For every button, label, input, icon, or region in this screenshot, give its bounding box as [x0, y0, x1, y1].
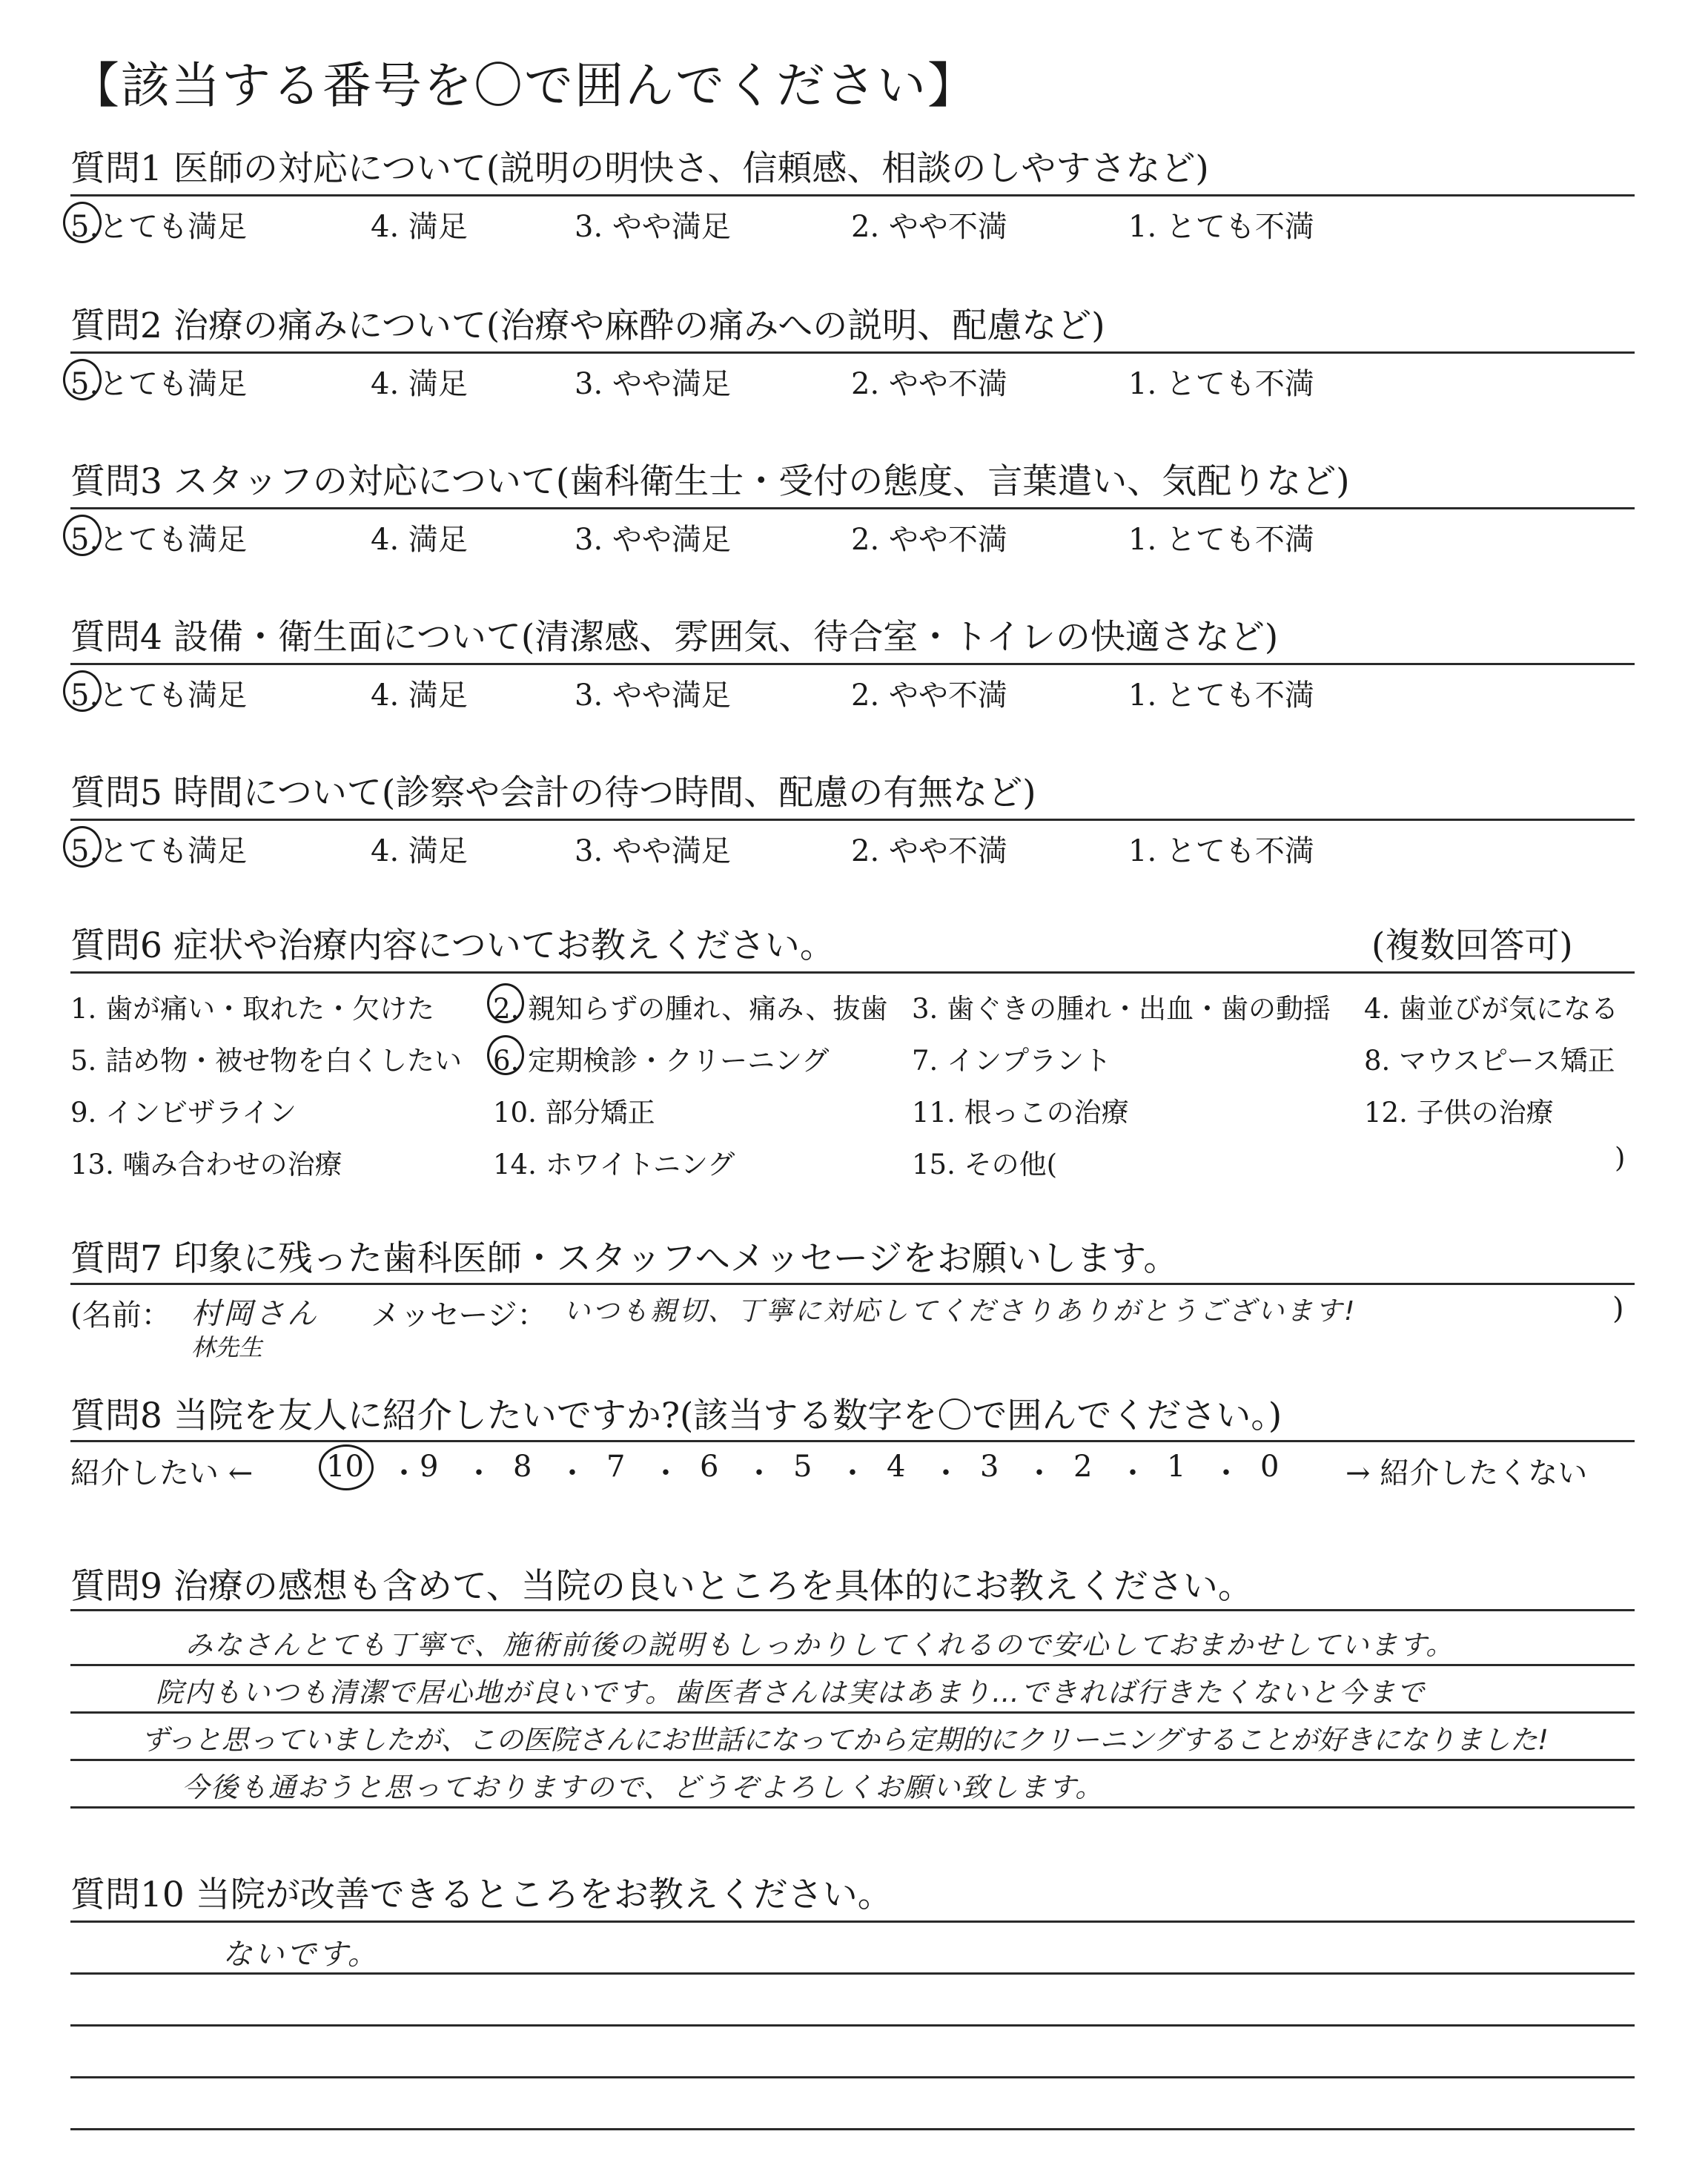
q6-option: 12. 子供の治療 — [1364, 1097, 1554, 1129]
q7-name-2: 林先生 — [191, 1333, 263, 1361]
q8-right-label: → 紹介したくない — [1345, 1456, 1588, 1490]
q8-scale-dot: ・ — [838, 1456, 867, 1490]
q7-close-paren: ) — [1612, 1292, 1624, 1326]
q4-option-1: 1. とても不満 — [1128, 678, 1314, 713]
q3-selected-circle — [63, 515, 102, 556]
q4-label: 質問4 設備・衛生面について(清潔感、雰囲気、待合室・トイレの快適さなど) — [70, 617, 1279, 658]
q8-label: 質問8 当院を友人に紹介したいですか?(該当する数字を〇で囲んでください。) — [70, 1396, 1282, 1436]
q9-writing-line — [70, 1806, 1635, 1809]
q3-option-4: 4. 満足 — [371, 523, 468, 557]
q8-scale-value: 6 — [700, 1450, 719, 1484]
q5-selected-circle — [63, 826, 102, 868]
q3-option-5: 5.とても満足 — [70, 523, 248, 557]
q5-rule — [70, 819, 1635, 821]
q4-selected-circle — [63, 670, 102, 712]
q7-label: 質問7 印象に残った歯科医師・スタッフへメッセージをお願いします。 — [70, 1238, 1179, 1279]
q6-option: 15. その他( — [912, 1149, 1058, 1180]
q2-option-4: 4. 満足 — [371, 367, 468, 401]
q6-label: 質問6 症状や治療内容についてお教えください。 — [70, 925, 835, 966]
q8-left-label: 紹介したい ← — [70, 1456, 254, 1490]
q6-option: 9. インビザライン — [70, 1097, 297, 1129]
q7-message-prefix: メッセージ： — [371, 1298, 547, 1332]
q9-answer-line: ずっと思っていましたが、この医院さんにお世話になってから定期的にクリーニングすることが好きになりました! — [141, 1724, 1549, 1756]
q1-rule — [70, 194, 1635, 196]
q7-message: いつも親切、丁寧に対応してくださりありがとうございます! — [563, 1296, 1357, 1327]
q3-option-3: 3. やや満足 — [575, 523, 731, 557]
q10-writing-line — [70, 1972, 1635, 1975]
q8-scale-dot: ・ — [1025, 1456, 1054, 1490]
q10-writing-line — [70, 2076, 1635, 2078]
q3-option-1: 1. とても不満 — [1128, 523, 1314, 557]
q6-option: 1. 歯が痛い・取れた・欠けた — [70, 993, 435, 1025]
q2-option-1: 1. とても不満 — [1128, 367, 1314, 401]
q4-rule — [70, 663, 1635, 665]
q8-scale-dot: ・ — [744, 1456, 774, 1490]
q4-option-2: 2. やや不満 — [851, 678, 1007, 713]
q6-option: 8. マウスピース矯正 — [1364, 1045, 1615, 1077]
q10-answer-line: ないです。 — [222, 1938, 380, 1972]
q6-option: 7. インプラント — [912, 1045, 1112, 1077]
q8-scale-value: 7 — [606, 1450, 626, 1484]
q9-writing-line — [70, 1664, 1635, 1666]
q5-option-5: 5.とても満足 — [70, 834, 248, 868]
q2-selected-circle — [63, 359, 102, 400]
q2-option-3: 3. やや満足 — [575, 367, 731, 401]
q8-scale-dot: ・ — [1118, 1456, 1148, 1490]
q8-scale-dot: ・ — [931, 1456, 961, 1490]
q2-label: 質問2 治療の痛みについて(治療や麻酔の痛みへの説明、配慮など) — [70, 305, 1105, 346]
q6-option: ) — [1615, 1142, 1626, 1174]
q1-option-4: 4. 満足 — [371, 210, 468, 244]
q8-scale-value: 5 — [793, 1450, 812, 1484]
q8-rule — [70, 1440, 1635, 1442]
q6-option: 2. 親知らずの腫れ、痛み、抜歯 — [493, 993, 888, 1025]
q6-option: 5. 詰め物・被せ物を白くしたい — [70, 1045, 463, 1077]
q8-scale-value: 2 — [1073, 1450, 1093, 1484]
q9-writing-line — [70, 1759, 1635, 1761]
q3-option-2: 2. やや不満 — [851, 523, 1007, 557]
q6-rule — [70, 971, 1635, 974]
q5-label: 質問5 時間について(診察や会計の待つ時間、配慮の有無など) — [70, 773, 1036, 813]
q8-scale-value: 0 — [1260, 1450, 1280, 1484]
q7-rule — [70, 1283, 1635, 1285]
q9-answer-line: みなさんとても丁寧で、施術前後の説明もしっかりしてくれるので安心しておまかせしています。 — [185, 1629, 1455, 1661]
q8-scale-value: 9 — [420, 1450, 439, 1484]
q9-answer-line: 今後も通おうと思っておりますので、どうぞよろしくお願い致します。 — [182, 1771, 1105, 1803]
q10-writing-line — [70, 2024, 1635, 2027]
q4-option-5: 5.とても満足 — [70, 678, 248, 713]
q6-selected-circle — [487, 983, 524, 1023]
q8-scale-dot: ・ — [557, 1456, 587, 1490]
q8-selected-circle — [319, 1444, 374, 1490]
q6-selected-circle — [487, 1035, 524, 1075]
q9-rule — [70, 1609, 1635, 1611]
q6-option: 10. 部分矯正 — [493, 1097, 655, 1129]
q1-selected-circle — [63, 202, 102, 243]
q2-rule — [70, 351, 1635, 354]
q5-option-3: 3. やや満足 — [575, 834, 731, 868]
q9-label: 質問9 治療の感想も含めて、当院の良いところを具体的にお教えください。 — [70, 1566, 1253, 1607]
q6-option: 3. 歯ぐきの腫れ・出血・歯の動揺 — [912, 993, 1331, 1025]
q2-option-5: 5.とても満足 — [70, 367, 248, 401]
q8-scale-dot: ・ — [651, 1456, 681, 1490]
q8-scale-value: 1 — [1167, 1450, 1186, 1484]
q6-option: 4. 歯並びが気になる — [1364, 993, 1619, 1025]
q1-option-3: 3. やや満足 — [575, 210, 731, 244]
q3-label: 質問3 スタッフの対応について(歯科衛生士・受付の態度、言葉遣い、気配りなど) — [70, 461, 1350, 502]
q5-option-2: 2. やや不満 — [851, 834, 1007, 868]
q1-option-1: 1. とても不満 — [1128, 210, 1314, 244]
q8-scale-dot: ・ — [389, 1456, 419, 1490]
q6-option: 14. ホワイトニング — [493, 1149, 735, 1180]
q7-name-prefix: (名前： — [70, 1298, 171, 1332]
q5-option-4: 4. 満足 — [371, 834, 468, 868]
q10-rule — [70, 1920, 1635, 1923]
q10-writing-line — [70, 2128, 1635, 2130]
q4-option-3: 3. やや満足 — [575, 678, 731, 713]
q8-scale-dot: ・ — [1211, 1456, 1241, 1490]
q1-option-2: 2. やや不満 — [851, 210, 1007, 244]
q8-scale-dot: ・ — [464, 1456, 494, 1490]
q7-name-1: 村岡さん — [191, 1297, 319, 1331]
q4-option-4: 4. 満足 — [371, 678, 468, 713]
q10-label: 質問10 当院が改善できるところをお教えください。 — [70, 1875, 893, 1915]
q5-option-1: 1. とても不満 — [1128, 834, 1314, 868]
q6-option: 6. 定期検診・クリーニング — [493, 1045, 830, 1077]
q1-label: 質問1 医師の対応について(説明の明快さ、信頼感、相談のしやすさなど) — [70, 148, 1209, 189]
q8-scale-value: 8 — [513, 1450, 532, 1484]
q3-rule — [70, 507, 1635, 509]
q9-answer-line: 院内もいつも清潔で居心地が良いです。歯医者さんは実はあまり…できれば行きたくないと今まで — [156, 1677, 1426, 1708]
q2-option-2: 2. やや不満 — [851, 367, 1007, 401]
q6-option: 13. 噛み合わせの治療 — [70, 1149, 342, 1180]
q1-option-5: 5.とても満足 — [70, 210, 248, 244]
q6-note: (複数回答可) — [1371, 925, 1573, 966]
q8-scale-value: 3 — [980, 1450, 999, 1484]
q9-writing-line — [70, 1711, 1635, 1714]
q8-scale-value: 10 — [326, 1450, 364, 1484]
page-title: 【該当する番号を〇で囲んでください】 — [70, 57, 978, 114]
q6-option: 11. 根っこの治療 — [912, 1097, 1129, 1129]
q8-scale-value: 4 — [887, 1450, 906, 1484]
